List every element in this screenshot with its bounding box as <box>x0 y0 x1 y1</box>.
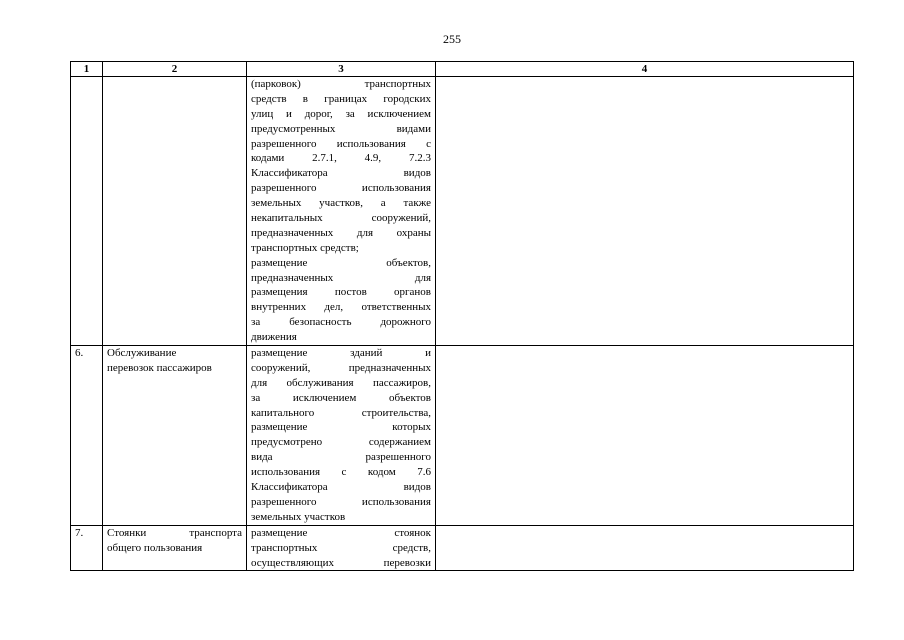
land-use-description-line: земельных участков, а также <box>251 197 431 210</box>
land-use-description-line: некапитальных сооружений, <box>251 212 431 225</box>
land-use-description-line: Классификатора видов <box>251 481 431 494</box>
land-use-description-line: разрешенного использования <box>251 182 431 195</box>
land-use-description-line: капитального строительства, <box>251 406 431 419</box>
land-use-description-line: (парковок) транспортных <box>251 78 431 90</box>
land-use-description-line: сооружений, предназначенных <box>251 361 431 374</box>
land-use-name-cell <box>103 77 247 346</box>
land-use-name-cell <box>103 346 247 526</box>
land-use-description-line: размещение зданий и <box>251 347 431 360</box>
column-header-1: 1 <box>71 62 103 77</box>
column-header-2: 2 <box>103 62 247 77</box>
land-use-description-line: вида разрешенного <box>251 451 431 464</box>
land-use-description-line: земельных участков <box>251 510 346 523</box>
land-use-name-line: Обслуживание <box>107 347 177 360</box>
land-use-name-line: Стоянки транспорта <box>107 526 242 539</box>
column-4-cell <box>436 77 854 346</box>
land-use-name-line: общего пользования <box>107 541 203 554</box>
land-use-name-cell <box>103 525 247 571</box>
land-use-description-line: средств в границах городских <box>251 92 431 105</box>
land-use-description-line: за безопасность дорожного <box>251 316 431 329</box>
land-use-description-line: Классификатора видов <box>251 167 431 180</box>
column-header-3: 3 <box>247 62 436 77</box>
land-use-description-line: предусмотрено содержанием <box>251 436 431 449</box>
page-number: 255 <box>443 32 461 46</box>
row-number-cell <box>71 77 103 346</box>
land-use-description-line: предусмотренных видами <box>251 122 431 135</box>
land-use-description-cell <box>247 525 436 571</box>
column-header-4: 4 <box>436 62 854 77</box>
column-4-cell <box>436 346 854 526</box>
land-use-description-line: разрешенного использования с <box>251 137 431 150</box>
land-use-description-line: для обслуживания пассажиров, <box>251 376 431 389</box>
land-use-description-line: транспортных средств, <box>251 541 431 554</box>
row-number-cell: 6. <box>71 346 103 526</box>
table-header-row <box>71 62 854 77</box>
land-use-description-cell <box>247 346 436 526</box>
land-use-description-line: предназначенных для охраны <box>251 226 431 239</box>
land-use-description-cell <box>247 77 436 346</box>
table-body <box>71 77 854 571</box>
row-number-cell: 7. <box>71 525 103 571</box>
table-row <box>71 346 854 526</box>
land-use-description-line: разрешенного использования <box>251 495 431 508</box>
land-use-description-line: размещение объектов, <box>251 256 431 269</box>
table-row <box>71 525 854 571</box>
table-row <box>71 77 854 346</box>
zoning-table <box>70 61 854 571</box>
land-use-description-line: предназначенных для <box>251 271 431 284</box>
land-use-description-line: движения <box>251 331 297 344</box>
land-use-description-line: размещения постов органов <box>251 286 431 299</box>
land-use-description-line: транспортных средств; <box>251 241 359 254</box>
land-use-description-line: за исключением объектов <box>251 391 431 404</box>
land-use-description-line: внутренних дел, ответственных <box>251 301 431 314</box>
land-use-description-line: осуществляющих перевозки <box>251 556 431 569</box>
land-use-description-line: кодами 2.7.1, 4.9, 7.2.3 <box>251 152 431 165</box>
land-use-description-line: улиц и дорог, за исключением <box>251 107 431 120</box>
land-use-description-line: использования с кодом 7.6 <box>251 466 431 479</box>
land-use-description-line: размещение стоянок <box>251 526 431 539</box>
column-4-cell <box>436 525 854 571</box>
land-use-description-line: размещение которых <box>251 421 431 434</box>
land-use-name-line: перевозок пассажиров <box>107 361 212 374</box>
